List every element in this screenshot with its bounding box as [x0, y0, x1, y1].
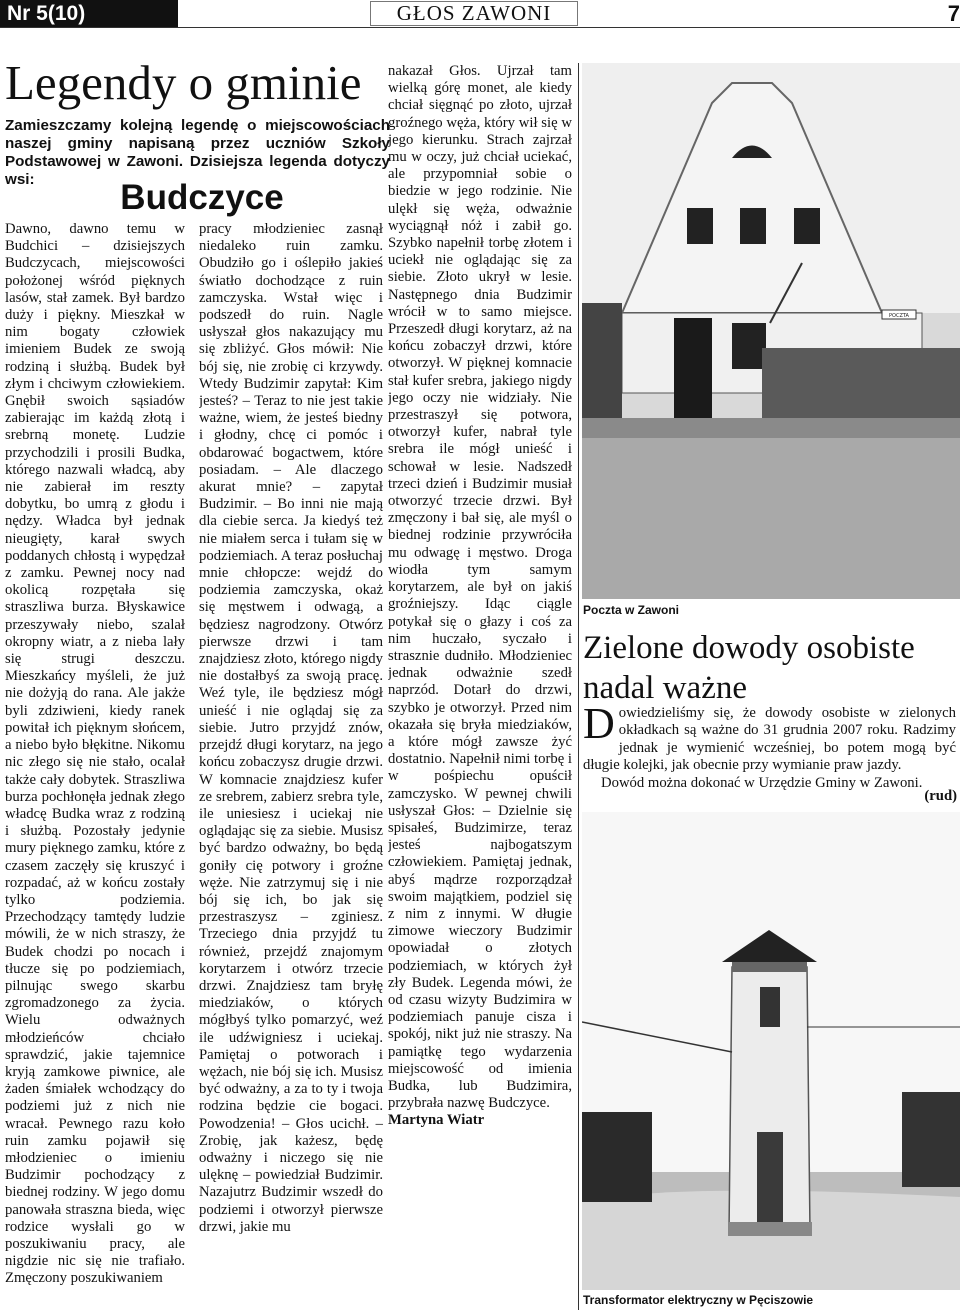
notice-text: owiedzieliśmy się, że dowody osobiste w zielonych okładkach są ważne do 31 grudnia 2007 roku. Radzimy jednak je wymienić wcześniej, bo potem mogą być długie kolejki, jak obecnie przy wymianie praw jazdy.	[583, 705, 956, 774]
notice-text-2: Dowód można dokonać w Urzędzie Gminy w Zawoni.	[601, 774, 923, 791]
article-title: Legendy o gminie	[5, 55, 362, 110]
notice-headline: Zielone dowody osobiste nadal ważne	[583, 630, 915, 706]
drop-cap: D	[583, 699, 615, 748]
column-3-text: nakazał Głos. Ujrzał tam wielką górę monet, ale kiedy chciał sięgnąć po złoto, ujrzał groźnego węża, który wił się w jego kierunku. Strach zajrzał mu w oczy, już chciał uciekać, ale przypomniał sobie o biedzie w jego rodzinie. Nie ulękł się węża, odważnie wyciągnął nóż i zabił go. Szybko napełnił torbę złotem i uciekł nie oglądając się za siebie. Złoto ukrył w lesie. Następnego dnia Budzimir wrócił w to samo miejsce. Przeszedł długi korytarz, aż na końcu zobaczył drzwi, które otworzył. W pięknej komnacie stał kufer srebra, jakiego nigdy jego oczy nie widziały. Nie przestraszył się potwora, otworzył kufer, nabrał tyle srebra ile mógł unieść i schował w lesie. Nadszedł trzeci dzień i Budzimir musiał otworzyć trzecie drzwi. Był zmęczony i bał się, ale myśl o biednej rodzinie przywróciła mu odwagę i męstwo. Droga wiodła tym samym korytarzem, ale był on jakiś groźniejszy. Idąc ciągle potykał się o głazy i coś za nim huczało, syczało i strasznie dudniło. Młodzieniec jednak odważnie szedł naprzód. Dotarł do drzwi, szybko je otworzył. Przed nim okazała się bryła miedziaków, a które mógł zawsze żyć dostatnio. Napełnił nimi torbę i w pośpiechu opuścił zamczysko. W pewnej chwili usłyszał Głos: – Dzielnie się spisałeś, Budzimirze, teraz jesteś najbogatszym człowiekiem. Pamiętaj jednak, abyś mądrze rozporządzał swoim majątkiem, podziel się z nim z innymi. W długie zimowe wieczory Budzimir opowiadał o złotych podziemiach, w których żył zły Budek. Legenda mówi, że od czasu wizyty Budzimira w podziemiach panuje cisza i spokój, nikt już nie straszy. Na pamiątkę tego wydarzenia miejscowość od imienia Budka, lub Budzimira, przybrała nazwę Budczyce.	[388, 63, 572, 1112]
notice-body	[583, 699, 956, 792]
column-2-text: pracy młodzieniec zasnął niedaleko ruin zamku. Obudziło go i oślepiło jakieś światło dochodzące z ruin zamczyska. Wstał więc i podszedł do ruin. Nagle usłyszał głos nakazujący mu się zbliżyć. Głos mówił: Nie bój się, nie zrobię ci krzywdy. Wtedy Budzimir zapytał: Kim jesteś? – Teraz to nie jest takie ważne, wiem, że jesteś biedny i głodny, chcę ci pomóc i obdarować bogactwem, które posiadam. – Ale dlaczego akurat mnie? – zapytał Budzimir. – Bo inni nie mają dla ciebie serca. Ja kiedyś też nie miałem serca i tułam się w podziemiach. A teraz posłuchaj mnie chłopcze: wejdź do podziemia zamczyska, okaż się męstwem i odwagą, a będziesz nagrodzony. Otwórz pierwsze drzwi i tam znajdziesz złoto, którego nigdy nie dostałbyś za swoją pracę. Weź tyle, ile będziesz mógł unieść i nie oglądaj się za siebie. Jutro przyjdź znów, przejdź długi korytarz, na jego końcu zobaczysz drugie drzwi. W komnacie znajdziesz kufer ze srebrem, zabierz srebra tyle, ile uniesiesz i uciekaj nie oglądając się za siebie. Musisz być bardzo odważny, bo będą goniły cię potwory i groźne węże. Nie zatrzymuj się i nie bój się ich, bo jak się przestraszysz – zginiesz. Trzeciego dnia przyjdź tu również, przejdź znajomym korytarzem i otwórz trzecie drzwi. Znajdziesz tam bryłę miedziaków, o których mógłbyś tylko pomarzyć, weź ile udźwigniesz i uciekaj. Pamiętaj o potworach i wężach, nie bój się ich. Musisz być odważny, a za to ty i twoja rodzina będzie cie bogaci. Powodzenia! – Głos ucichł. – Zrobię, jak każesz, będę odważny i niczego się nie ulęknę – powiedział Budzimir. Nazajutrz Budzimir wszedł do podziemi i otworzył pierwsze drzwi, jakie mu	[199, 221, 383, 1235]
column-1-text: Dawno, dawno temu w Budchici – dzisiejszych Budczycach, miejscowości położonej wśród pięknych lasów, stał zamek. Był bardzo duży i piękny. Mieszkał w nim bogaty człowiek imieniem Budek ze swoją rodziną i służbą. Budek był złym i chciwym człowiekiem. Gnębił swoich sąsiadów zabierając im każdą złotą i srebrną monetę. Ludzie przychodzili i prosili Budka, którego nazwali władcą, aby nie zabierał im reszty dobytku, bo umrą z głodu i nędzy. Władca był jednak nieugięty, karał swych poddanych chłostą i wypędzał z zamku. Pewnej nocy nad okolicą rozpętała się straszliwa burza. Błyskawice przeszywały niebo, szalał okropny wiatr, a z nieba lały się strugi deszczu. Mieszkańcy myśleli, że już nie dożyją do rana. Ale jakże byli zdziwieni, kiedy ranek powitał ich pięknym słońcem, a niebo było błękitne. Nikomu nic złego się nie stało, ocalał także cały dobytek. Straszliwa burza pochłonęła jednak złego władcę Budka wraz z rodziną i służbą. Pozostały jedynie mury pięknego zamku, które z czasem zaczęły się kruszyć i rozpadać, aż w końcu zostały tylko podziemia. Przechodzący tamtędy ludzie mówili, że w nich straszy, że Budek chodzi po nocach i tłucze się po podziemiach, pilnując swego skarbu zgromadzonego za życia. Wielu odważnych młodzieńców chciało sprawdzić, jakie tajemnice kryją zamkowe piwnice, ale żaden śmiałek wchodzący do podziemi już z nich nie wracał. Pewnego razu koło ruin zamku pojawił się młodzieniec o imieniu Budzimir pochodzący z biednej rodziny. W jego domu panowała straszna bieda, więc rodzice wysłali go w poszukiwaniu pracy, ale nigdzie nic się nie trafiało. Zmęczony poszukiwaniem	[5, 221, 185, 1287]
article-column-2	[199, 221, 383, 1311]
article-subtitle: Budczyce	[120, 178, 284, 217]
article-column-1	[5, 221, 185, 1311]
masthead: GŁOS ZAWONI	[370, 1, 578, 26]
post-office-photo	[582, 63, 960, 599]
issue-number: Nr 5(10)	[0, 0, 178, 27]
section-label: Poczta w Zawoni	[583, 603, 680, 617]
notice-signature: (rud)	[924, 788, 957, 804]
article-column-3	[388, 63, 572, 1311]
transformer-photo	[582, 812, 960, 1290]
article-author: Martyna Wiatr	[388, 1112, 485, 1129]
header-rule	[0, 27, 960, 28]
article-lead: Zamieszczamy kolejną legendę o miejscowościach naszej gminy napisaną przez uczniów Szkoły Podstawowej w Zawoni. Dzisiejsza legenda dotyczy wsi:	[5, 117, 390, 188]
transformer-caption: Transformator elektryczny w Pęciszowie	[583, 1293, 814, 1307]
page-number: 7	[947, 1, 960, 26]
column-divider	[578, 63, 579, 1310]
post-sign-text: POCZTA	[889, 313, 909, 319]
transformer-illustration	[582, 812, 960, 1290]
house-illustration	[582, 63, 960, 599]
